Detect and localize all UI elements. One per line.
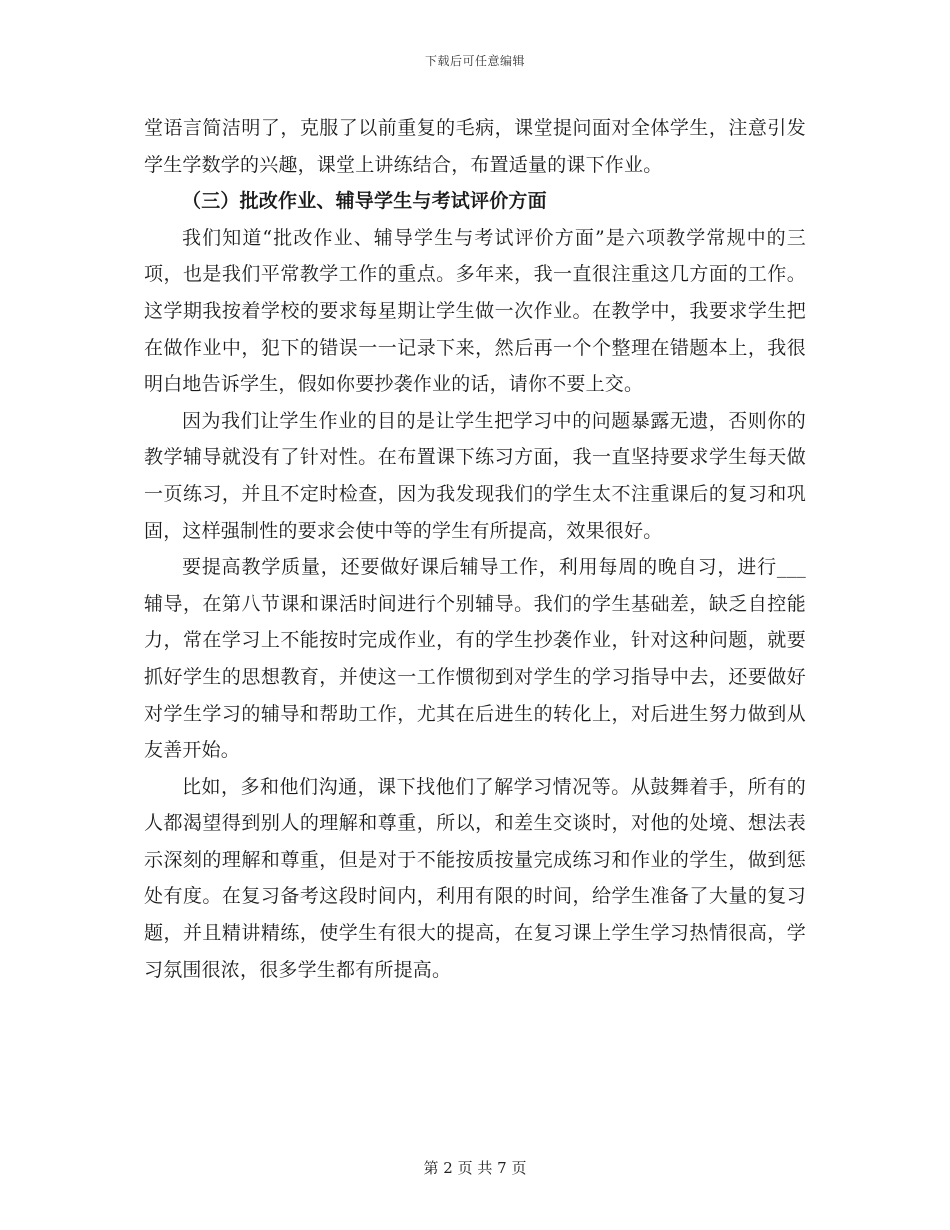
paragraph: 因为我们让学生作业的目的是让学生把学习中的问题暴露无遗，否则你的教学辅导就没有了针对性。在布置课下练习方面，我一直坚持要求学生每天做一页练习，并且不定时检查，因为我发现我们的学生太不注重课后的复习和巩固，这样强制性的要求会使中等的学生有所提高，效果很好。 bbox=[144, 409, 806, 542]
page-number: 第 2 页 共 7 页 bbox=[423, 1159, 527, 1177]
paragraph: 要提高教学质量，还要做好课后辅导工作，利用每周的晚自习，进行___辅导，在第八节课和课活时间进行个别辅导。我们的学生基础差，缺乏自控能力，常在学习上不能按时完成作业，有的学生抄袭作业，针对这种问题，就要抓好学生的思想教育，并使这一工作惯彻到对学生的学习指导中去，还要做好对学生学习的辅导和帮助工作，尤其在后进生的转化上，对后进生努力做到从友善开始。 bbox=[144, 556, 806, 762]
paragraph-continuation: 堂语言简洁明了，克服了以前重复的毛病，课堂提问面对全体学生，注意引发学生学数学的兴趣，课堂上讲练结合，布置适量的课下作业。 bbox=[144, 117, 806, 176]
paragraph: 比如，多和他们沟通，课下找他们了解学习情况等。从鼓舞着手，所有的人都渴望得到别人的理解和尊重，所以，和差生交谈时，对他的处境、想法表示深刻的理解和尊重，但是对于不能按质按量完成练习和作业的学生，做到惩处有度。在复习备考这段时间内，利用有限的时间，给学生准备了大量的复习题，并且精讲精练，使学生有很大的提高，在复习课上学生学习热情很高，学习氛围很浓，很多学生都有所提高。 bbox=[144, 775, 806, 981]
page-header: 下载后可任意编辑 bbox=[424, 54, 525, 68]
document-body bbox=[144, 110, 806, 988]
paragraph: 我们知道“批改作业、辅导学生与考试评价方面”是六项教学常规中的三项，也是我们平常教学工作的重点。多年来，我一直很注重这几方面的工作。这学期我按着学校的要求每星期让学生做一次作业。在教学中，我要求学生把在做作业中，犯下的错误一一记录下来，然后再一个个整理在错题本上，我很明白地告诉学生，假如你要抄袭作业的话，请你不要上交。 bbox=[144, 226, 806, 396]
section-heading: （三）批改作业、辅导学生与考试评价方面 bbox=[182, 190, 547, 213]
